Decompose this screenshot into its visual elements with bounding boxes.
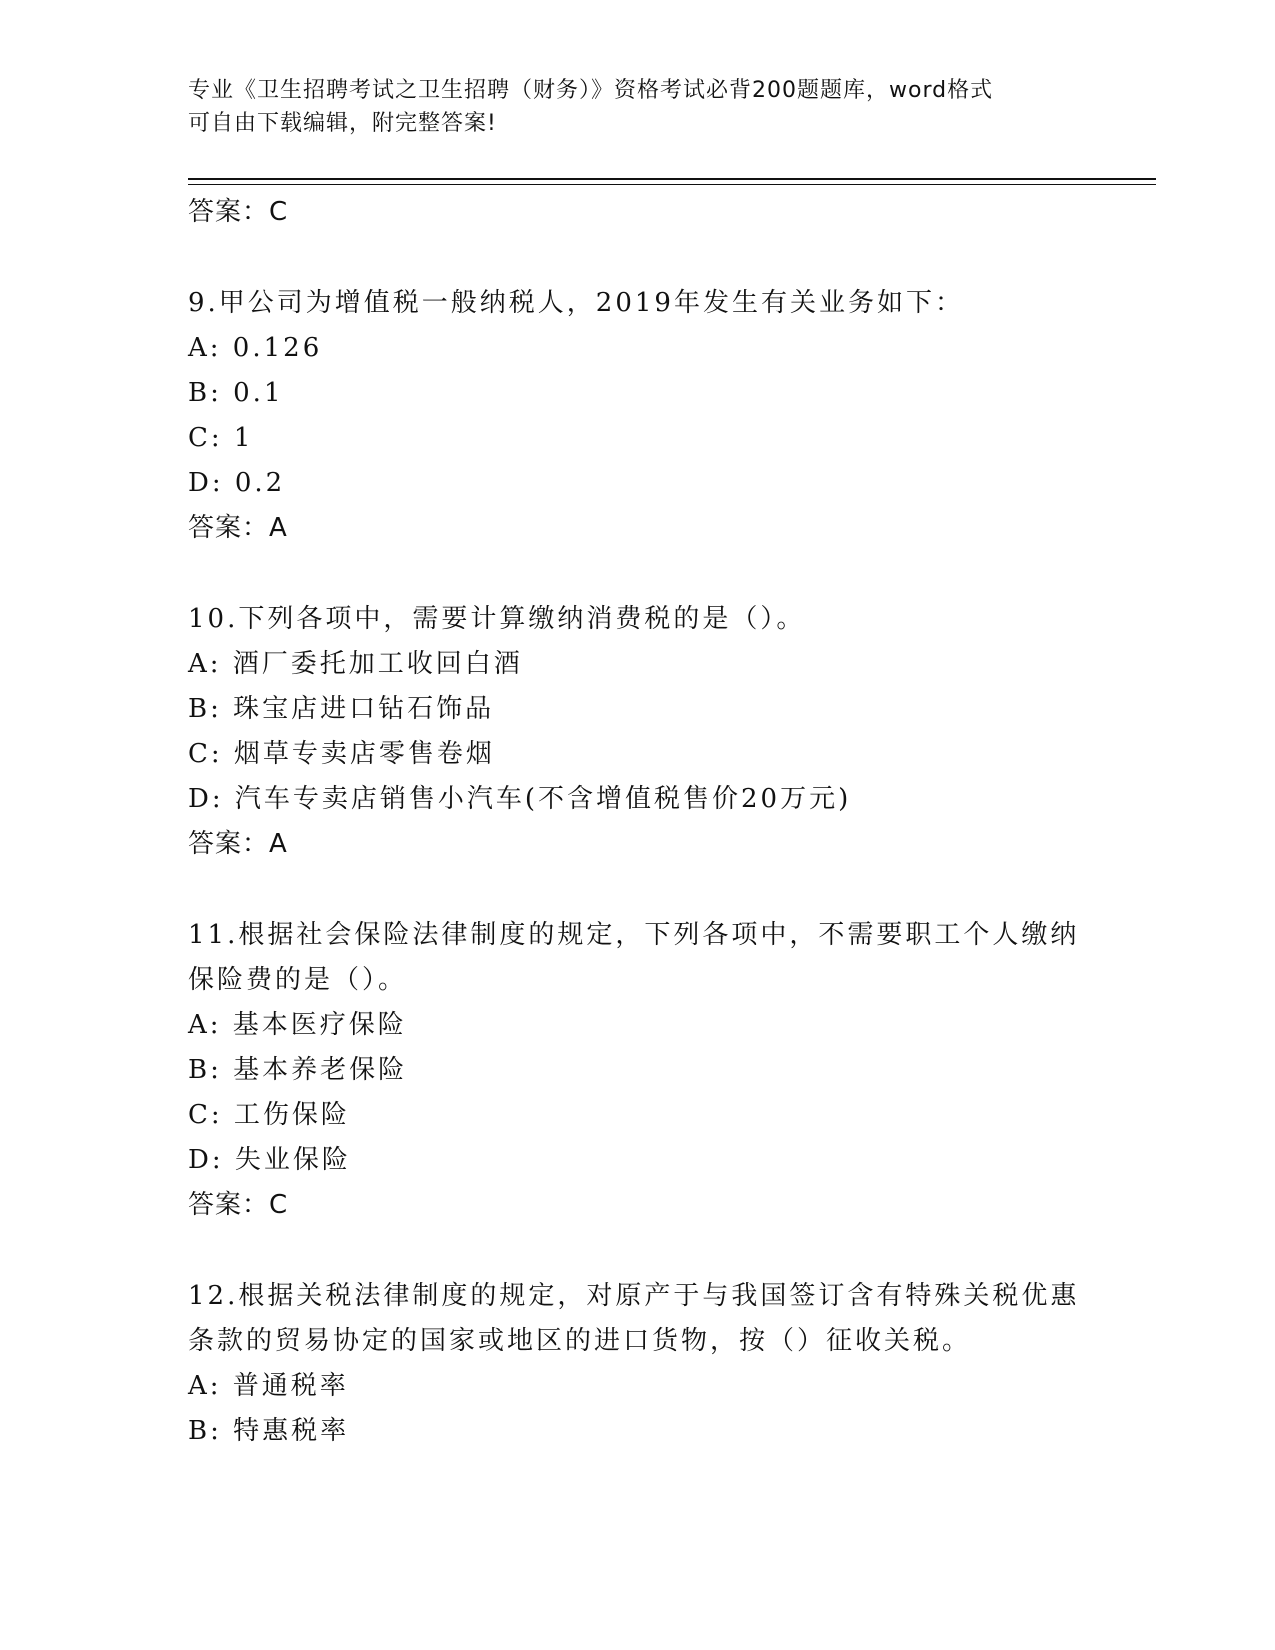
option-d: D: 汽车专卖店销售小汽车(不含增值税售价20万元)	[188, 784, 852, 814]
question-text: 10.下列各项中，需要计算缴纳消费税的是（）。	[188, 604, 806, 634]
option-b: B: 0.1	[188, 378, 284, 408]
answer-line: 答案：C	[188, 1190, 289, 1220]
header-line-2: 可自由下载编辑，附完整答案!	[188, 111, 497, 136]
document-header	[188, 74, 1088, 140]
header-rule-thin	[188, 184, 1156, 185]
option-c: C: 烟草专卖店零售卷烟	[188, 739, 495, 769]
question-text: 12.根据关税法律制度的规定，对原产于与我国签订含有特殊关税优惠条款的贸易协定的国家或地区的进口货物，按（）征收关税。	[188, 1281, 1080, 1356]
question-block	[188, 281, 1088, 551]
option-c: C: 1	[188, 423, 254, 453]
document-body	[188, 190, 1088, 1454]
option-a: A: 基本医疗保险	[188, 1010, 407, 1040]
header-line-1: 专业《卫生招聘考试之卫生招聘（财务）》资格考试必背200题题库，word格式	[188, 78, 994, 103]
option-d: D: 失业保险	[188, 1145, 351, 1175]
answer-line: 答案：A	[188, 829, 288, 859]
option-a: A: 普通税率	[188, 1371, 349, 1401]
question-text: 9.甲公司为增值税一般纳税人，2019年发生有关业务如下：	[188, 288, 964, 318]
option-b: B: 珠宝店进口钻石饰品	[188, 694, 495, 724]
option-b: B: 特惠税率	[188, 1416, 350, 1446]
option-a: A: 0.126	[188, 333, 323, 363]
option-a: A: 酒厂委托加工收回白酒	[188, 649, 523, 679]
option-d: D: 0.2	[188, 468, 286, 498]
option-c: C: 工伤保险	[188, 1100, 350, 1130]
question-text: 11.根据社会保险法律制度的规定，下列各项中，不需要职工个人缴纳保险费的是（）。	[188, 920, 1080, 995]
question-block	[188, 597, 1088, 867]
header-rule-thick	[188, 178, 1156, 180]
answer-line: 答案：C	[188, 197, 289, 227]
answer-line: 答案：A	[188, 513, 288, 543]
question-block	[188, 1274, 1088, 1454]
question-block	[188, 913, 1088, 1228]
option-b: B: 基本养老保险	[188, 1055, 408, 1085]
